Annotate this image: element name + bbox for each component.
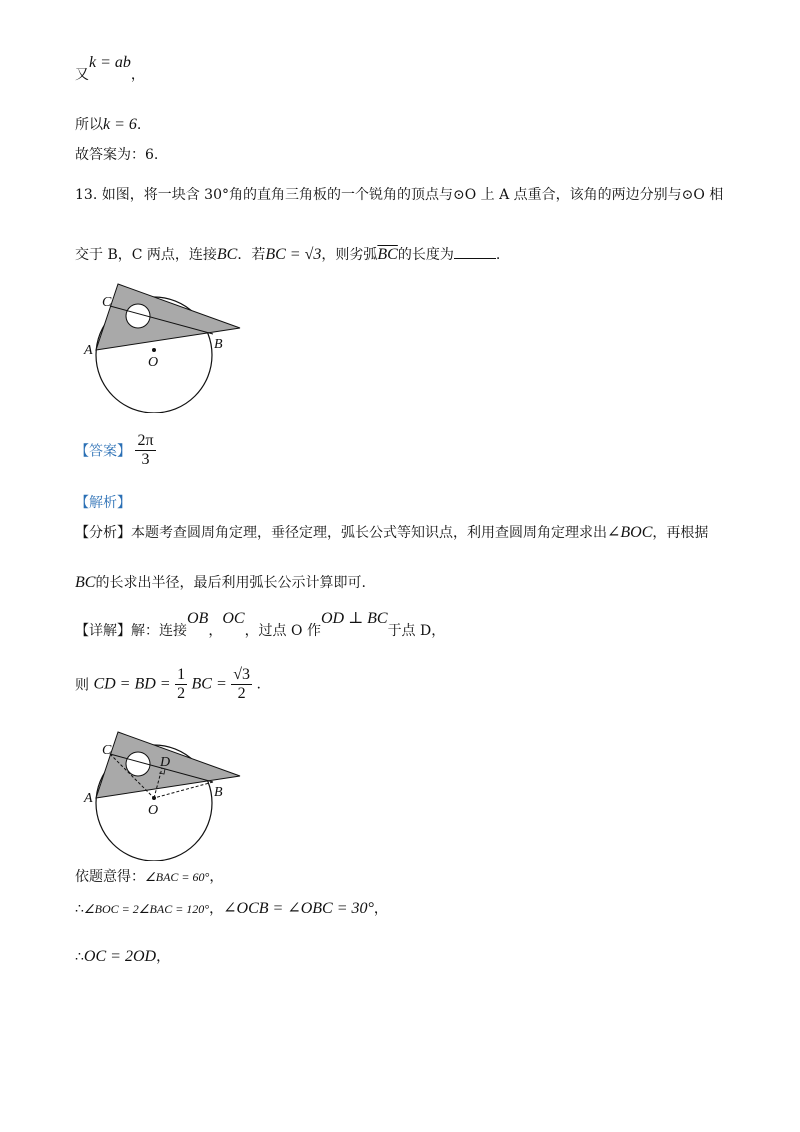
- therefore-line-2: [75, 946, 170, 966]
- question-13-line1: 13. 如图，将一块含 30°角的直角三角板的一个锐角的顶点与⊙O 上 A 点重合，该角的两边分别与⊙O 相: [75, 187, 724, 203]
- label-a: A: [84, 343, 93, 358]
- q13-period: .: [495, 247, 501, 263]
- then-line: [75, 666, 261, 703]
- fenxi-end: ，再根据: [652, 525, 709, 541]
- label-a-2: A: [84, 791, 93, 806]
- point-o-2: [152, 796, 156, 800]
- yiti-line: [75, 866, 223, 886]
- math-bc-sqrt3: BC = √3: [265, 246, 322, 263]
- detail-line: [75, 610, 446, 640]
- sqrt3-den: 2: [237, 685, 246, 702]
- answer-numerator: 2π: [137, 432, 154, 449]
- fenxi-line1: [75, 522, 708, 542]
- period: .: [136, 117, 142, 133]
- math-bc-2: BC: [75, 574, 96, 591]
- prefix-you: 又: [75, 67, 89, 83]
- line-answer-6: 故答案为：6.: [75, 147, 159, 163]
- math-bc: BC: [216, 246, 238, 263]
- fraction-half: [175, 666, 187, 703]
- fenxi-text2: 的长求出半径，最后利用弧长公示计算即可.: [95, 575, 366, 591]
- math-arc-bc: $\overline{BC}$: [377, 246, 398, 263]
- q13-text-d: 的长度为: [397, 247, 454, 263]
- math-ob: OB: [187, 610, 209, 627]
- math-oc-2od: OC = 2OD: [83, 948, 157, 965]
- q13-text-a: 交于 B，C 两点，连接: [75, 247, 217, 263]
- half-num: 1: [177, 666, 186, 683]
- answer-label: 【答案】: [75, 443, 131, 460]
- line-k-eq-6: [75, 114, 141, 134]
- answer-blank: [454, 246, 496, 259]
- detail-label: 【详解】: [75, 623, 131, 639]
- analysis-label: 【解析】: [75, 495, 131, 511]
- then-end: .: [256, 676, 261, 693]
- label-o: O: [148, 355, 159, 370]
- detail-t2: ，: [208, 623, 223, 639]
- math-bac-60: ∠BAC = 60°: [145, 870, 210, 884]
- math-k-ab: k = ab: [89, 54, 131, 71]
- yiti-end: ，: [209, 869, 224, 885]
- label-b: B: [214, 337, 223, 352]
- figure-1: [80, 278, 250, 413]
- line-k-eq-ab: [75, 54, 145, 84]
- answer-line: [75, 432, 156, 469]
- point-o: [152, 348, 156, 352]
- answer-fraction: [135, 432, 155, 469]
- fenxi-label: 【分析】: [75, 525, 131, 541]
- yiti-label: 依题意得：: [75, 869, 145, 885]
- therefore1-comma: ，: [209, 901, 224, 917]
- math-ocb-30: ∠OCB = ∠OBC = 30°: [223, 900, 374, 917]
- math-boc-120: ∠BOC = 2∠BAC = 120°: [83, 902, 210, 916]
- comma: ，: [130, 67, 145, 83]
- therefore-symbol-1: ∴: [75, 901, 84, 917]
- therefore-line-1: [75, 898, 388, 918]
- sqrt3-num: √3: [233, 666, 250, 683]
- question-13-line2: [75, 244, 500, 264]
- half-den: 2: [177, 685, 186, 702]
- label-c-2: C: [102, 743, 112, 758]
- math-oc: OC: [222, 610, 245, 627]
- detail-t4: 于点 D，: [387, 623, 446, 639]
- detail-t1: 解：连接: [131, 623, 187, 639]
- answer-denominator: 3: [141, 451, 150, 468]
- label-d: D: [160, 755, 171, 770]
- fenxi-text: 本题考查圆周角定理，垂径定理，弧长公式等知识点，利用查圆周角定理求出: [131, 525, 607, 541]
- label-o-2: O: [148, 803, 159, 818]
- fraction-sqrt3-2: [231, 666, 252, 703]
- detail-t3: ，过点 O 作: [244, 623, 321, 639]
- therefore-symbol-2: ∴: [75, 949, 84, 965]
- math-od-perp-bc: OD ⊥ BC: [320, 610, 388, 627]
- math-angle-boc: ∠BOC: [607, 524, 653, 541]
- then-prefix: 则: [75, 677, 89, 694]
- q13-text-c: ，则劣弧: [321, 247, 378, 263]
- figure-2: [80, 726, 250, 861]
- label-b-2: B: [214, 785, 223, 800]
- math-k-6: k = 6: [103, 116, 137, 133]
- math-bc-eq: BC =: [191, 675, 227, 693]
- fenxi-line2: [75, 572, 366, 592]
- therefore2-end: ，: [156, 949, 171, 965]
- math-cd-bd: CD = BD =: [93, 675, 171, 693]
- label-c: C: [102, 295, 112, 310]
- therefore1-end: ，: [373, 901, 388, 917]
- prefix-suoyi: 所以: [75, 117, 103, 133]
- q13-text-b: ．若: [237, 247, 266, 263]
